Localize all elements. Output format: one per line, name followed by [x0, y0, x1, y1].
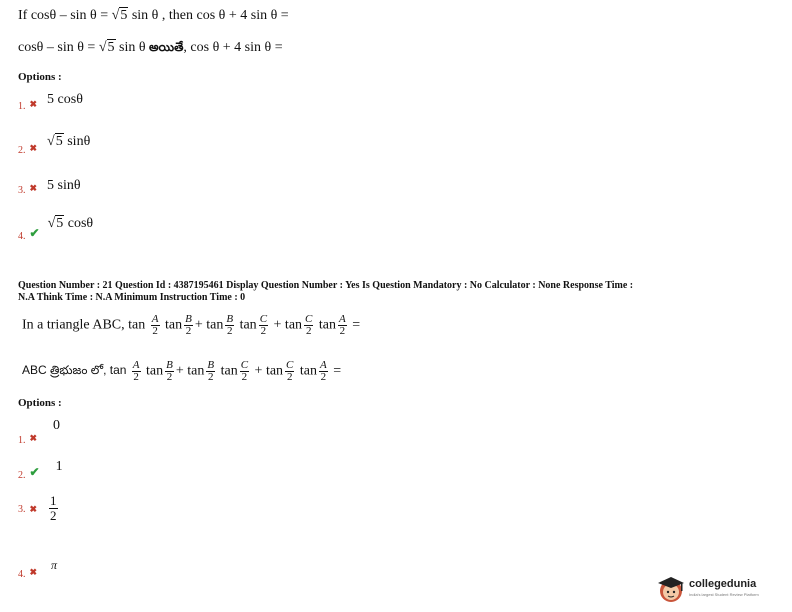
wrong-icon: ✖	[29, 567, 38, 577]
q2-option-4[interactable]	[18, 556, 58, 580]
q2-options-label: Options :	[18, 397, 62, 409]
q2-option-1[interactable]	[18, 416, 61, 446]
option-text: 1	[55, 459, 63, 474]
wrong-icon: ✖	[29, 183, 38, 193]
q1-english-text: If cosθ – sin θ = √5 sin θ , then cos θ + 4 sin θ =	[18, 8, 289, 23]
option-text: 0	[53, 418, 61, 433]
wrong-icon: ✖	[29, 143, 38, 153]
option-text: √5 sinθ	[47, 134, 91, 149]
brand-tagline: India's largest Student Review Platform	[689, 592, 759, 597]
wrong-icon: ✖	[29, 433, 38, 443]
option-text: 5 cosθ	[47, 92, 83, 107]
option-number: 1.	[18, 101, 26, 112]
option-text: 5 sinθ	[47, 178, 81, 193]
option-number: 3.	[18, 185, 26, 196]
q2-option-3[interactable]	[18, 494, 60, 523]
q1-option-1[interactable]	[18, 90, 83, 112]
q1-option-2[interactable]	[18, 132, 91, 156]
option-fraction: $\frac{1}{2}$	[50, 493, 57, 523]
brand-name: collegedunia	[689, 578, 757, 590]
check-icon: ✔	[29, 226, 40, 240]
check-icon: ✔	[29, 465, 40, 479]
q1-telugu-text: cosθ – sin θ = √5 sin θ అయితే, cos θ + 4 sin θ =	[18, 40, 283, 55]
wrong-icon: ✖	[29, 504, 38, 515]
wrong-icon: ✖	[29, 99, 38, 109]
collegedunia-logo	[655, 572, 785, 606]
q2-telugu-text: ABC త్రిభుజం లో, tan $\frac{A}{2}$ tan $\frac{B}{2}$ + tan $\frac{B}{2}$ tan $\frac{C}{2}$ + tan $\frac{C}{2}$ tan $\frac{A}{2}$ =	[22, 359, 342, 383]
question-meta-line2: N.A Think Time : N.A Minimum Instruction Time : 0	[18, 292, 246, 303]
question-meta-line1: Question Number : 21 Question Id : 4387195461 Display Question Number : Yes Is Question Mandatory : No Calculator : None Response Time :	[18, 280, 634, 291]
option-number: 4.	[18, 569, 26, 580]
q1-option-3[interactable]	[18, 176, 81, 194]
q2-option-2[interactable]	[18, 457, 63, 481]
option-number: 4.	[18, 231, 26, 242]
option-number: 1.	[18, 435, 26, 446]
q2-english-text: In a triangle ABC, tan $\frac{A}{2}$ tan $\frac{B}{2}$ + tan $\frac{B}{2}$ tan $\frac{C}{2}$ + tan $\frac{C}{2}$ tan $\frac{A}{2}$ =	[22, 313, 361, 337]
option-number: 2.	[18, 145, 26, 156]
option-number: 2.	[18, 470, 26, 481]
q1-options-label: Options :	[18, 71, 62, 83]
mascot-icon	[655, 574, 687, 604]
option-text: √5 cosθ	[47, 216, 94, 231]
option-text: π	[51, 558, 58, 572]
option-number: 3.	[18, 504, 26, 516]
q1-option-4[interactable]	[18, 214, 94, 242]
